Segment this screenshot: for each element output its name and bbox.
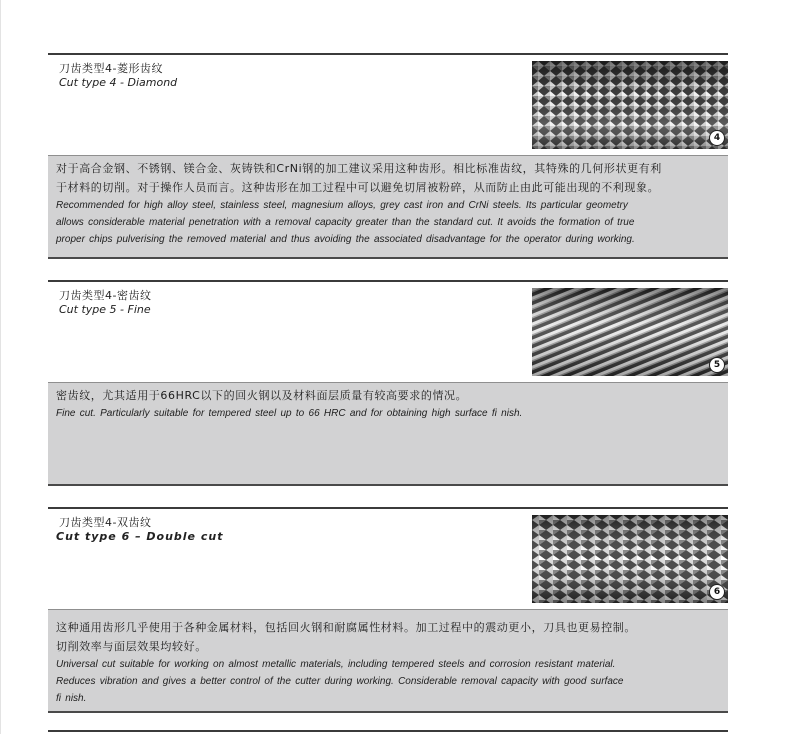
desc-en-line: allows considerable material penetration with a removal capacity greater than the standard cut. It avoids the formation of true	[56, 217, 635, 228]
desc-en-line: Recommended for high alloy steel, stainless steel, magnesium alloys, grey cast iron and CrNi steels. Its particular geometry	[56, 200, 628, 211]
description-box	[48, 609, 728, 713]
section-title-en: Cut type 6 – Double cut	[56, 530, 224, 543]
section-divider	[48, 280, 728, 282]
desc-en-line: Reduces vibration and gives a better control of the cutter during working. Considerable removal capacity with good surface	[56, 676, 624, 687]
double-cut-photo	[532, 515, 728, 603]
section-title-en: Cut type 5 - Fine	[59, 303, 151, 316]
description-box	[48, 382, 728, 486]
desc-cn-line: 密齿纹，尤其适用于66HRC以下的回火钢以及材料面层质量有较高要求的情况。	[56, 389, 468, 402]
section-divider	[48, 507, 728, 509]
desc-cn-line: 这种通用齿形几乎使用于各种金属材料，包括回火钢和耐腐属性材料。加工过程中的震动更小，刀具也更易控制。	[56, 621, 636, 634]
section-divider	[48, 730, 728, 732]
badge-4: 4	[709, 130, 725, 146]
fine-cut-photo	[532, 288, 728, 376]
section-title-cn: 刀齿类型4-双齿纹	[59, 516, 152, 529]
desc-cn-line: 于材料的切削。对于操作人员而言。这种齿形在加工过程中可以避免切屑被粉碎，从而防止由此可能出现的不利现象。	[56, 181, 660, 194]
diamond-cut-photo	[532, 61, 728, 149]
desc-en-line: Universal cut suitable for working on almost metallic materials, including tempered steels and corrosion resistant material.	[56, 659, 616, 670]
section-title-en: Cut type 4 - Diamond	[59, 76, 178, 89]
desc-en-line: fi nish.	[56, 693, 87, 704]
badge-6: 6	[709, 584, 725, 600]
page-edge	[0, 0, 1, 734]
desc-en-line: proper chips pulverising the removed material and thus avoiding the associated disadvantage for the operator during working.	[56, 234, 635, 245]
desc-cn-line: 对于高合金钢、不锈钢、镁合金、灰铸铁和CrNi钢的加工建议采用这种齿形。相比标准齿纹，其特殊的几何形状更有利	[56, 162, 662, 175]
badge-5: 5	[709, 357, 725, 373]
description-box	[48, 155, 728, 259]
section-title-cn: 刀齿类型4-密齿纹	[59, 289, 152, 302]
desc-en-line: Fine cut. Particularly suitable for tempered steel up to 66 HRC and for obtaining high surface fi nish.	[56, 408, 523, 419]
desc-cn-line: 切削效率与面层效果均较好。	[56, 640, 207, 653]
section-title-cn: 刀齿类型4-菱形齿纹	[59, 62, 163, 75]
section-divider	[48, 53, 728, 55]
